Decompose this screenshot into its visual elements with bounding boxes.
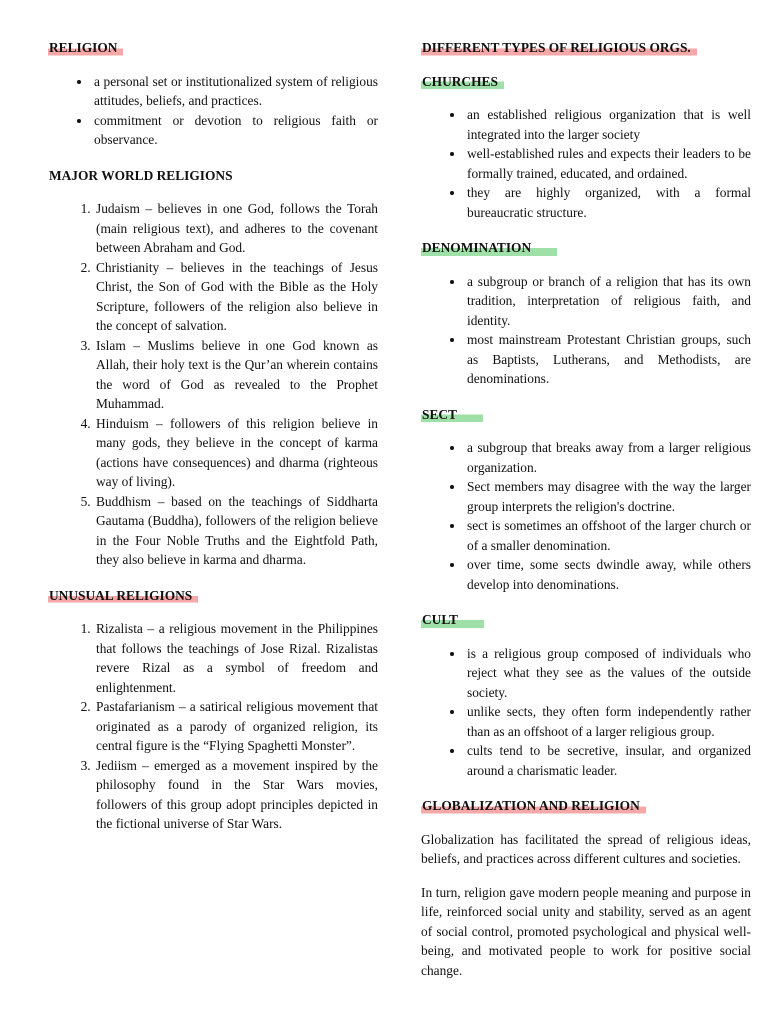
list-item: 5. Buddhism – based on the teachings of Siddharta Gautama (Buddha), followers of the religion believe in the Four Noble Truths and the Eightfold Path, they also believe in karma and dharma. <box>94 492 378 570</box>
major-religions-heading: MAJOR WORLD RELIGIONS <box>49 167 233 183</box>
list-item: • is a religious group composed of individuals who reject what they see as the values of the outside society. <box>465 644 751 703</box>
globalization-paragraph: In turn, religion gave modern people meaning and purpose in life, reinforced social unity and stability, served as an agent of social control, promoted psychological and physical well-being, and motivated people to work for positive social change. <box>421 884 751 978</box>
list-item: • an established religious organization that is well integrated into the larger society <box>465 105 751 144</box>
cult-heading: CULT <box>421 610 484 630</box>
list-item: • most mainstream Protestant Christian groups, such as Baptists, Lutherans, and Methodists, are denominations. <box>465 330 751 389</box>
religion-heading: RELIGION <box>48 38 123 58</box>
churches-list <box>421 105 751 222</box>
denomination-heading: DENOMINATION <box>421 238 557 258</box>
list-item: 4. Hinduism – followers of this religion believe in many gods, they believe in the concept of karma (actions have consequences) and dharma (righteous way of living). <box>94 414 378 492</box>
section-major-world-religions <box>48 166 378 570</box>
list-item: • well-established rules and expects their leaders to be formally trained, educated, and ordained. <box>465 144 751 183</box>
list-item: • a subgroup or branch of a religion that has its own tradition, interpretation of religious faith, and identity. <box>465 272 751 331</box>
list-item: • over time, some sects dwindle away, while others develop into denominations. <box>465 555 751 594</box>
religious-orgs-heading: DIFFERENT TYPES OF RELIGIOUS ORGS. <box>421 38 697 58</box>
major-religions-list <box>48 199 378 570</box>
section-globalization <box>421 796 751 980</box>
list-item: • commitment or devotion to religious faith or observance. <box>92 111 378 150</box>
list-item: • they are highly organized, with a formal bureaucratic structure. <box>465 183 751 222</box>
sect-list <box>421 438 751 594</box>
list-item: • a subgroup that breaks away from a larger religious organization. <box>465 438 751 477</box>
religion-definition-list <box>48 72 378 150</box>
right-column <box>421 38 751 980</box>
section-cult <box>421 610 751 780</box>
list-item: • sect is sometimes an offshoot of the larger church or of a smaller denomination. <box>465 516 751 555</box>
left-column <box>48 38 378 834</box>
denomination-list <box>421 272 751 389</box>
list-item: 1. Rizalista – a religious movement in the Philippines that follows the teachings of Jose Rizal. Rizalistas revere Rizal as a symbol of freedom and enlightenment. <box>94 619 378 697</box>
list-item: 2. Christianity – believes in the teachings of Jesus Christ, the Son of God with the Bible as the Holy Scripture, followers of the religion also believe in the concept of salvation. <box>94 258 378 336</box>
section-churches <box>421 72 751 223</box>
section-denomination <box>421 238 751 389</box>
list-item: • unlike sects, they often form independently rather than as an offshoot of a larger religious group. <box>465 702 751 741</box>
section-religion <box>48 38 378 150</box>
sect-heading: SECT <box>421 405 483 425</box>
section-sect <box>421 405 751 595</box>
cult-list <box>421 644 751 781</box>
list-item: 2. Pastafarianism – a satirical religious movement that originated as a parody of organized religion, its central figure is the “Flying Spaghetti Monster”. <box>94 697 378 756</box>
unusual-religions-heading: UNUSUAL RELIGIONS <box>48 586 198 606</box>
list-item: 3. Jediism – emerged as a movement inspired by the philosophy found in the Star Wars movies, followers of this group adopt principles depicted in the fictional universe of Star Wars. <box>94 756 378 834</box>
list-item: • a personal set or institutionalized system of religious attitudes, beliefs, and practices. <box>92 72 378 111</box>
list-item: • Sect members may disagree with the way the larger group interprets the religion's doctrine. <box>465 477 751 516</box>
globalization-paragraph: Globalization has facilitated the spread of religious ideas, beliefs, and practices across different cultures and societies. <box>421 831 751 866</box>
section-unusual-religions <box>48 586 378 834</box>
list-item: 1. Judaism – believes in one God, follows the Torah (main religious text), and adheres to the covenant between Abraham and God. <box>94 199 378 258</box>
list-item: 3. Islam – Muslims believe in one God known as Allah, their holy text is the Qur’an wherein contains the word of God as revealed to the Prophet Muhammad. <box>94 336 378 414</box>
list-item: • cults tend to be secretive, insular, and organized around a charismatic leader. <box>465 741 751 780</box>
churches-heading: CHURCHES <box>421 72 504 92</box>
unusual-religions-list <box>48 619 378 834</box>
globalization-heading: GLOBALIZATION AND RELIGION <box>421 796 646 816</box>
